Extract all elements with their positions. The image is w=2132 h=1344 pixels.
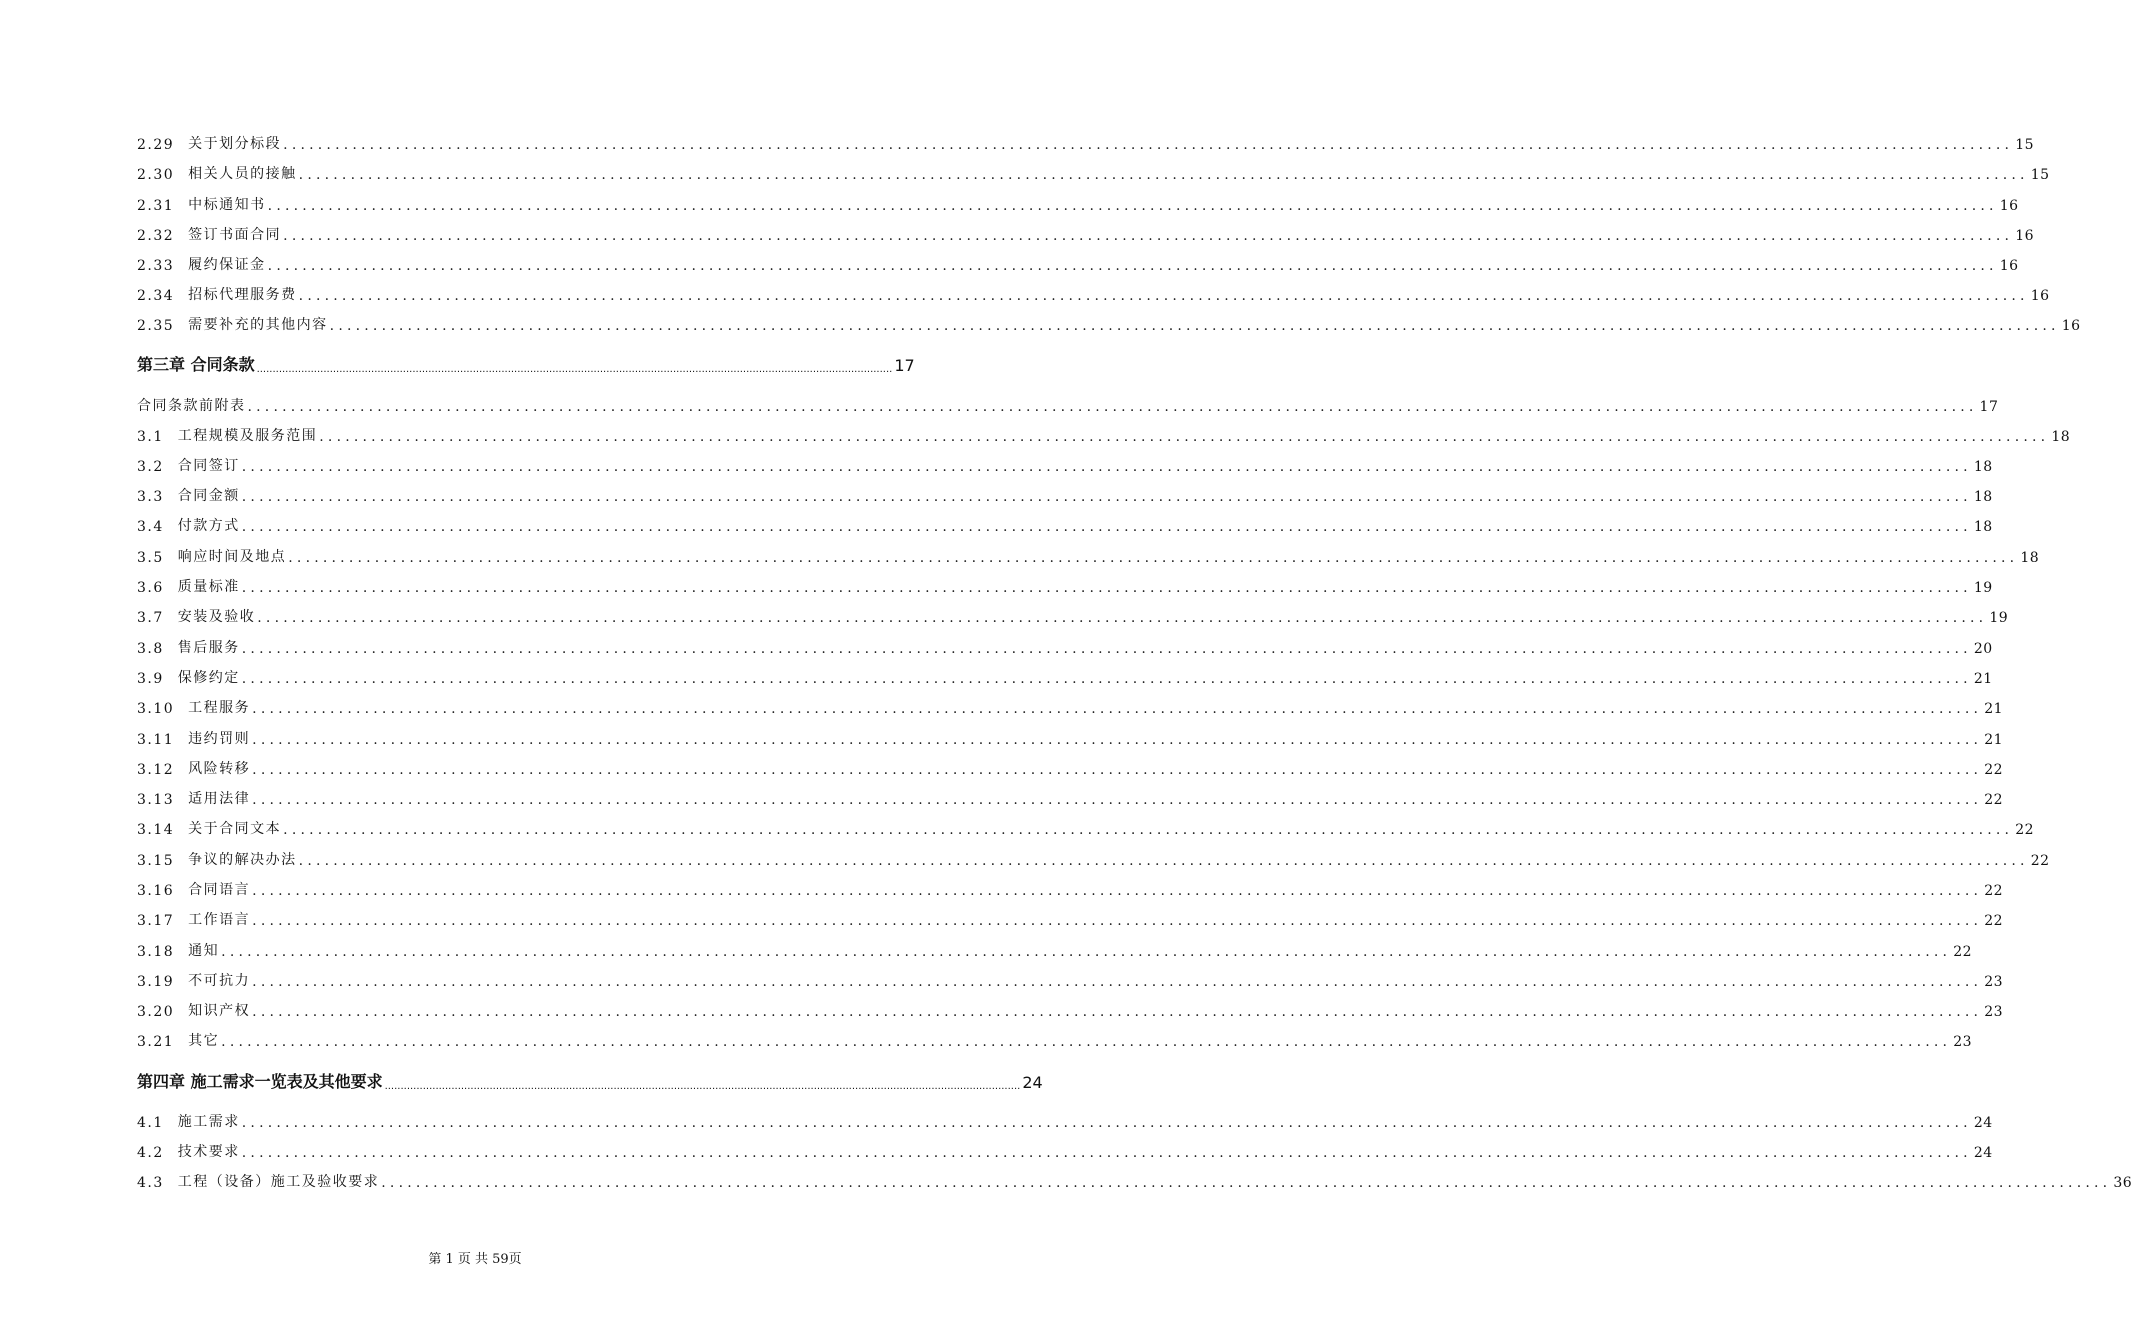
toc-entry-number: 2.35	[137, 318, 175, 334]
toc-chapter-heading[interactable]	[137, 352, 915, 375]
toc-entry-title: 工程规模及服务范围	[177, 428, 318, 444]
toc-page-number: 19	[1989, 610, 2009, 626]
toc-entry[interactable]	[137, 728, 2004, 748]
toc-page-number: 23	[1984, 974, 2004, 990]
toc-entry-number: 3.1	[137, 429, 164, 445]
toc-entry[interactable]	[137, 1141, 1993, 1161]
toc-entry-title: 通知	[188, 943, 220, 959]
toc-entry[interactable]	[137, 395, 1999, 415]
toc-entry-number: 4.2	[137, 1145, 164, 1161]
toc-page-number: 15	[2015, 137, 2035, 153]
toc-entry-number: 3.7	[137, 610, 164, 626]
toc-page-number: 22	[1984, 913, 2004, 929]
toc-entry-title: 关于合同文本	[188, 821, 282, 837]
dot-leader: ........................................................................................................................................................................................................	[221, 1034, 1952, 1050]
toc-entry-title: 适用法律	[188, 791, 251, 807]
toc-entry-title: 争议的解决办法	[188, 852, 297, 868]
toc-page-number: 21	[1973, 671, 1993, 687]
toc-entry-number: 3.12	[137, 762, 175, 778]
toc-page-number: 21	[1984, 701, 2004, 717]
toc-entry-title: 售后服务	[177, 640, 240, 656]
dot-leader: ........................................................................................................................................................................................................	[267, 198, 1998, 214]
toc-entry-title: 工程服务	[188, 700, 251, 716]
toc-entry-number: 3.19	[137, 974, 175, 990]
toc-entry-number: 3.15	[137, 853, 175, 869]
toc-entry-title: 需要补充的其他内容	[188, 317, 328, 333]
toc-page-number: 22	[1953, 944, 1973, 960]
toc-entry[interactable]	[137, 940, 1973, 960]
toc-entry-number: 3.9	[137, 671, 164, 687]
toc-entry-number: 3.20	[137, 1004, 175, 1020]
dot-leader: ........................................................................................................................................................................................................	[241, 641, 1972, 657]
toc-entry-number: 3.14	[137, 822, 175, 838]
dot-leader: ........................................................................................................................................................................................................	[241, 459, 1972, 475]
toc-entry-number: 3.21	[137, 1034, 175, 1050]
toc-entry-title: 合同条款前附表	[137, 398, 246, 414]
dot-leader: ........................................................................................................................................................................................................	[298, 853, 2029, 869]
dot-leader: ........................................................................................................................................................................................................	[252, 883, 1983, 899]
dot-leader: ........................................................................................................................................................................................................	[247, 399, 1978, 415]
dot-leader: ........................................................................................................................................................................................................	[283, 137, 2014, 153]
chapter-title: 第三章 合同条款	[137, 355, 255, 374]
toc-entry-number: 3.10	[137, 701, 175, 717]
dot-leader: ........................................................................................................................................................................................................	[252, 762, 1983, 778]
toc-entry[interactable]	[137, 758, 2004, 778]
dot-leader: ........................................................................................................................................................................................................	[288, 550, 2019, 566]
toc-page-number: 22	[2030, 853, 2050, 869]
toc-page-number: 24	[1973, 1145, 1993, 1161]
dot-leader: ........................................................................................................................................................................................................	[256, 364, 893, 375]
dot-leader: ........................................................................................................................................................................................................	[283, 822, 2014, 838]
dot-leader: ........................................................................................................................................................................................................	[384, 1081, 1021, 1092]
toc-entry-number: 3.6	[137, 580, 164, 596]
toc-entry-number: 3.3	[137, 489, 164, 505]
toc-page-number: 24	[1973, 1115, 1993, 1131]
toc-entry-title: 关于划分标段	[188, 136, 282, 152]
toc-entry-title: 签订书面合同	[188, 227, 282, 243]
toc-page-number: 36	[2113, 1175, 2132, 1191]
toc-entry-title: 中标通知书	[188, 197, 266, 213]
dot-leader: ........................................................................................................................................................................................................	[241, 671, 1972, 687]
toc-entry-number: 2.31	[137, 198, 175, 214]
toc-entry-title: 招标代理服务费	[188, 287, 297, 303]
toc-entry-title: 工作语言	[188, 912, 251, 928]
dot-leader: ........................................................................................................................................................................................................	[241, 580, 1972, 596]
dot-leader: ........................................................................................................................................................................................................	[298, 167, 2029, 183]
toc-page-number: 15	[2030, 167, 2050, 183]
toc-entry-title: 工程（设备）施工及验收要求	[177, 1174, 380, 1190]
dot-leader: ........................................................................................................................................................................................................	[298, 288, 2029, 304]
dot-leader: ........................................................................................................................................................................................................	[267, 258, 1998, 274]
toc-entry[interactable]	[137, 224, 2035, 244]
toc-entry[interactable]	[137, 697, 2004, 717]
dot-leader: ........................................................................................................................................................................................................	[252, 913, 1983, 929]
toc-page-number: 18	[1973, 459, 1993, 475]
toc-entry-number: 3.11	[137, 732, 175, 748]
toc-page-number: 20	[1973, 641, 1993, 657]
toc-page-number: 24	[1022, 1073, 1043, 1092]
toc-entry-number: 3.17	[137, 913, 175, 929]
toc-entry-title: 响应时间及地点	[177, 549, 287, 565]
toc-entry[interactable]	[137, 194, 2019, 214]
toc-entry[interactable]	[137, 576, 1993, 596]
toc-entry-number: 3.5	[137, 550, 164, 566]
toc-page-number: 18	[2020, 550, 2040, 566]
toc-entry[interactable]	[137, 314, 2081, 334]
toc-entry[interactable]	[137, 133, 2035, 153]
toc-page-number: 19	[1973, 580, 1993, 596]
toc-entry[interactable]	[137, 849, 2050, 869]
dot-leader: ........................................................................................................................................................................................................	[221, 944, 1952, 960]
chapter-title: 第四章 施工需求一览表及其他要求	[137, 1072, 383, 1091]
toc-entry-title: 其它	[188, 1033, 220, 1049]
toc-entry-title: 履约保证金	[188, 257, 266, 273]
dot-leader: ........................................................................................................................................................................................................	[257, 610, 1988, 626]
toc-entry[interactable]	[137, 515, 1993, 535]
toc-entry-number: 4.3	[137, 1175, 164, 1191]
dot-leader: ........................................................................................................................................................................................................	[381, 1175, 2112, 1191]
toc-entry[interactable]	[137, 284, 2050, 304]
toc-entry[interactable]	[137, 455, 1993, 475]
toc-entry[interactable]	[137, 163, 2050, 183]
dot-leader: ........................................................................................................................................................................................................	[252, 732, 1983, 748]
toc-entry[interactable]	[137, 637, 1993, 657]
toc-entry-number: 2.34	[137, 288, 175, 304]
toc-entry-number: 3.18	[137, 944, 175, 960]
toc-entry-number: 3.8	[137, 641, 164, 657]
toc-entry-number: 2.33	[137, 258, 175, 274]
toc-entry-title: 知识产权	[188, 1003, 251, 1019]
toc-entry-number: 3.4	[137, 519, 164, 535]
toc-page-number: 22	[1984, 762, 2004, 778]
toc-entry[interactable]	[137, 970, 2004, 990]
toc-entry-number: 3.16	[137, 883, 175, 899]
toc-entry[interactable]	[137, 606, 2009, 626]
dot-leader: ........................................................................................................................................................................................................	[241, 489, 1972, 505]
toc-entry[interactable]	[137, 254, 2019, 274]
toc-entry[interactable]	[137, 1000, 2004, 1020]
toc-entry-number: 3.2	[137, 459, 164, 475]
toc-entry[interactable]	[137, 818, 2035, 838]
toc-page-number: 16	[2030, 288, 2050, 304]
toc-entry[interactable]	[137, 485, 1993, 505]
toc-entry[interactable]	[137, 879, 2004, 899]
toc-entry[interactable]	[137, 788, 2004, 808]
toc-page-number: 22	[1984, 883, 2004, 899]
toc-entry-title: 合同金额	[177, 488, 240, 504]
dot-leader: ........................................................................................................................................................................................................	[252, 974, 1983, 990]
toc-chapter-heading[interactable]	[137, 1069, 1043, 1092]
toc-entry-number: 3.13	[137, 792, 175, 808]
toc-entry[interactable]	[137, 425, 2071, 445]
toc-entry[interactable]	[137, 909, 2004, 929]
dot-leader: ........................................................................................................................................................................................................	[252, 1004, 1983, 1020]
toc-entry-title: 合同签订	[177, 458, 240, 474]
dot-leader: ........................................................................................................................................................................................................	[319, 429, 2050, 445]
toc-entry-title: 技术要求	[177, 1144, 240, 1160]
toc-entry-title: 安装及验收	[177, 609, 256, 625]
toc-entry[interactable]	[137, 546, 2040, 566]
toc-page-number: 17	[894, 356, 915, 375]
dot-leader: ........................................................................................................................................................................................................	[252, 701, 1983, 717]
toc-entry-number: 2.29	[137, 137, 175, 153]
toc-entry-title: 付款方式	[177, 518, 240, 534]
toc-page-number: 23	[1984, 1004, 2004, 1020]
toc-entry-title: 不可抗力	[188, 973, 251, 989]
toc-page-number: 18	[2051, 429, 2071, 445]
toc-entry-title: 施工需求	[177, 1114, 240, 1130]
dot-leader: ........................................................................................................................................................................................................	[329, 318, 2060, 334]
toc-entry[interactable]	[137, 1111, 1993, 1131]
toc-entry-title: 质量标准	[177, 579, 240, 595]
toc-entry-title: 保修约定	[177, 670, 240, 686]
toc-page-number: 16	[2015, 228, 2035, 244]
toc-entry[interactable]	[137, 1171, 2132, 1191]
toc-page-number: 23	[1953, 1034, 1973, 1050]
toc-entry-title: 风险转移	[188, 761, 251, 777]
page-footer: 第 1 页 共 59页	[428, 1252, 522, 1267]
toc-entry[interactable]	[137, 667, 1993, 687]
toc-page-number: 18	[1973, 519, 1993, 535]
toc-entry-title: 违约罚则	[188, 731, 251, 747]
toc-page-number: 17	[1979, 399, 1999, 415]
dot-leader: ........................................................................................................................................................................................................	[241, 1115, 1972, 1131]
dot-leader: ........................................................................................................................................................................................................	[252, 792, 1983, 808]
toc-entry-number: 2.32	[137, 228, 175, 244]
dot-leader: ........................................................................................................................................................................................................	[241, 1145, 1972, 1161]
toc-entry-title: 合同语言	[188, 882, 251, 898]
toc-page-number: 22	[1984, 792, 2004, 808]
toc-page-number: 22	[2015, 822, 2035, 838]
dot-leader: ........................................................................................................................................................................................................	[241, 519, 1972, 535]
toc-page-number: 21	[1984, 732, 2004, 748]
toc-entry-number: 4.1	[137, 1115, 164, 1131]
dot-leader: ........................................................................................................................................................................................................	[283, 228, 2014, 244]
toc-page-number: 16	[2061, 318, 2081, 334]
toc-entry[interactable]	[137, 1030, 1973, 1050]
toc-entry-number: 2.30	[137, 167, 175, 183]
toc-entry-title: 相关人员的接触	[188, 166, 297, 182]
toc-page-number: 16	[1999, 258, 2019, 274]
toc-page-number: 16	[1999, 198, 2019, 214]
toc-page-number: 18	[1973, 489, 1993, 505]
